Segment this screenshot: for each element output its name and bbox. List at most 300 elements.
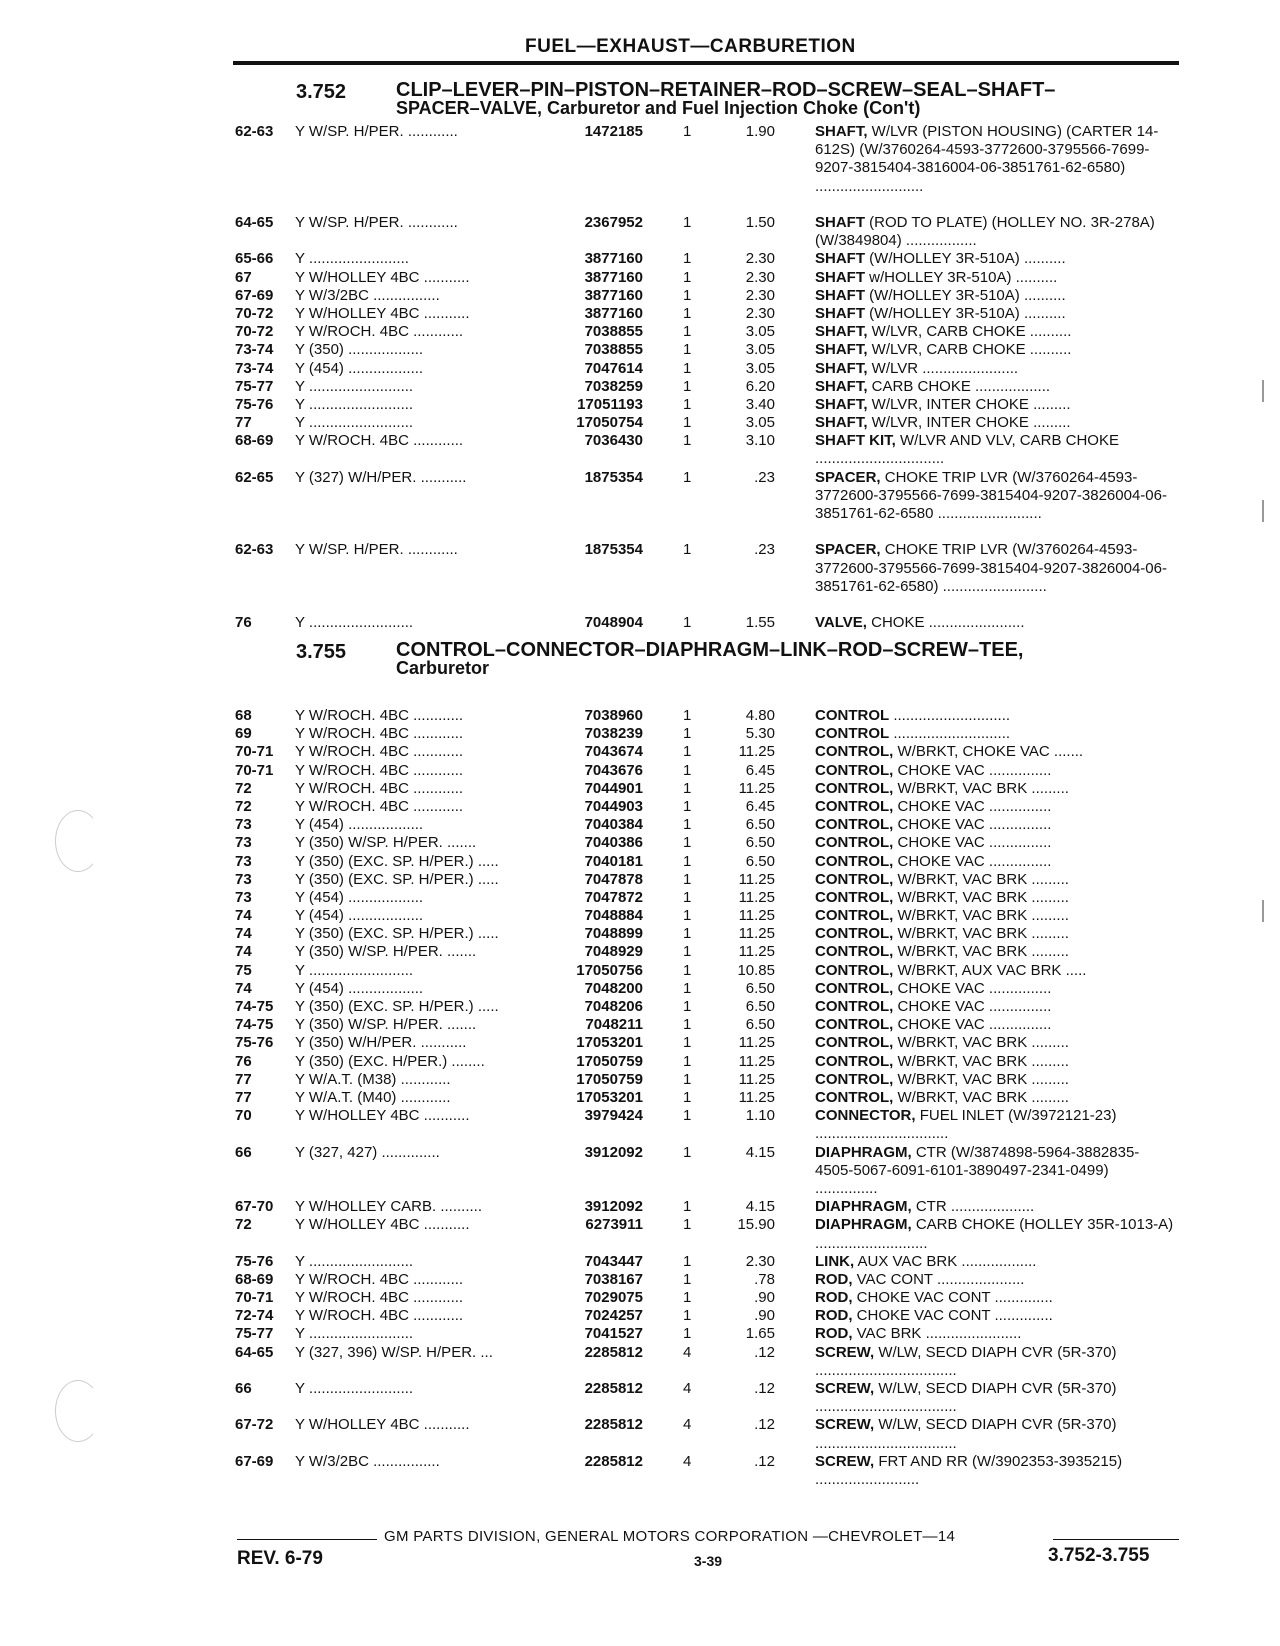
quantity: 1 xyxy=(683,1143,692,1161)
part-name: LINK, xyxy=(815,1252,855,1270)
footer-rule-left xyxy=(237,1539,377,1540)
price: 11.25 xyxy=(738,1052,775,1070)
part-detail: VAC CONT ..................... xyxy=(852,1270,1025,1288)
description xyxy=(815,305,1175,323)
description xyxy=(815,1089,1175,1107)
part-detail: w/HOLLEY 3R-510A) .......... xyxy=(865,268,1058,286)
parts-row xyxy=(235,396,1180,414)
parts-row xyxy=(235,360,1180,378)
footer-rule-right xyxy=(1053,1539,1179,1540)
part-number: 7038855 xyxy=(584,341,643,359)
application: Y (327) W/H/PER. ........... xyxy=(295,468,467,486)
part-number: 7043676 xyxy=(584,761,643,779)
description xyxy=(815,1216,1175,1252)
description xyxy=(815,980,1175,998)
part-name: SHAFT xyxy=(815,304,865,322)
quantity: 1 xyxy=(683,852,692,870)
quantity: 1 xyxy=(683,359,692,377)
part-detail: CHOKE VAC ............... xyxy=(893,979,1052,997)
application: Y W/ROCH. 4BC ............ xyxy=(295,761,464,779)
price: 3.05 xyxy=(745,341,775,359)
part-detail: W/LVR, INTER CHOKE ......... xyxy=(867,414,1071,432)
part-detail: CARB CHOKE (HOLLEY 35R-1013-A) ........................... xyxy=(815,1216,1174,1252)
quantity: 1 xyxy=(683,943,692,961)
quantity: 1 xyxy=(683,1052,692,1070)
part-detail: W/BRKT, VAC BRK ......... xyxy=(893,1088,1069,1106)
part-number: 7048211 xyxy=(585,1016,643,1034)
quantity: 1 xyxy=(683,1307,692,1325)
part-name: SHAFT KIT, xyxy=(815,432,896,450)
model-years: 69 xyxy=(235,725,252,743)
quantity: 1 xyxy=(683,816,692,834)
model-years: 62-63 xyxy=(235,123,274,140)
part-number: 7040386 xyxy=(584,834,643,852)
description xyxy=(815,1289,1175,1307)
price: .90 xyxy=(754,1307,775,1325)
price: 1.10 xyxy=(745,1107,775,1125)
model-years: 70-71 xyxy=(235,1289,274,1307)
parts-row xyxy=(235,214,1180,250)
parts-row xyxy=(235,269,1180,287)
part-detail: CHOKE VAC CONT .............. xyxy=(852,1289,1053,1307)
application: Y W/3/2BC ................ xyxy=(295,286,440,304)
application: Y W/ROCH. 4BC ............ xyxy=(295,707,464,724)
model-years: 75-77 xyxy=(235,377,274,395)
part-detail: W/BRKT, VAC BRK ......... xyxy=(893,870,1069,888)
part-number: 7038167 xyxy=(584,1270,643,1288)
quantity: 1 xyxy=(683,1289,692,1307)
part-detail: W/BRKT, VAC BRK ......... xyxy=(893,1070,1069,1088)
part-number: 3877160 xyxy=(584,304,643,322)
application: Y W/HOLLEY CARB. .......... xyxy=(295,1198,483,1216)
application: Y ......................... xyxy=(295,1252,414,1270)
quantity: 1 xyxy=(683,888,692,906)
parts-row xyxy=(235,541,1180,614)
parts-row xyxy=(235,432,1180,468)
part-name: SHAFT xyxy=(815,250,865,268)
part-number: 7044903 xyxy=(584,797,643,815)
part-number: 7038855 xyxy=(584,323,643,341)
application: Y (454) .................. xyxy=(295,979,424,997)
parts-row xyxy=(235,1198,1180,1216)
part-number: 2285812 xyxy=(584,1343,643,1361)
application: Y W/ROCH. 4BC ............ xyxy=(295,1270,464,1288)
model-years: 66 xyxy=(235,1143,252,1161)
description xyxy=(815,743,1175,761)
part-name: VALVE, xyxy=(815,614,867,632)
description xyxy=(815,1253,1175,1271)
application: Y (350) W/SP. H/PER. ....... xyxy=(295,1016,477,1034)
part-name: CONTROL, xyxy=(815,761,894,779)
parts-row xyxy=(235,962,1180,980)
part-name: SPACER, xyxy=(815,541,881,559)
model-years: 72 xyxy=(235,1216,252,1234)
part-name: CONTROL, xyxy=(815,961,894,979)
quantity: 1 xyxy=(683,468,692,486)
part-number: 1875354 xyxy=(584,468,643,486)
description xyxy=(815,943,1175,961)
part-detail: CHOKE VAC ............... xyxy=(893,1016,1052,1034)
part-number: 7044901 xyxy=(584,779,643,797)
part-name: SHAFT, xyxy=(815,323,868,341)
price: 4.80 xyxy=(745,707,775,724)
quantity: 1 xyxy=(683,961,692,979)
model-years: 67-69 xyxy=(235,1452,274,1470)
parts-row xyxy=(235,1016,1180,1034)
part-detail: W/LVR ....................... xyxy=(867,359,1019,377)
model-years: 73 xyxy=(235,888,252,906)
margin-mark xyxy=(1262,380,1264,402)
parts-row xyxy=(235,853,1180,871)
part-name: ROD, xyxy=(815,1289,853,1307)
part-detail: VAC BRK ....................... xyxy=(852,1325,1022,1343)
description xyxy=(815,287,1175,305)
price: 1.65 xyxy=(745,1325,775,1343)
application: Y W/SP. H/PER. ............ xyxy=(295,541,458,559)
part-detail: FRT AND RR (W/3902353-3935215) ......................... xyxy=(815,1452,1123,1488)
section-title-line-1: CLIP–LEVER–PIN–PISTON–RETAINER–ROD–SCREW–SEAL–SHAFT– xyxy=(396,79,1056,101)
part-number: 7029075 xyxy=(584,1289,643,1307)
parts-row xyxy=(235,250,1180,268)
application: Y W/ROCH. 4BC ............ xyxy=(295,432,464,450)
model-years: 75-76 xyxy=(235,1034,274,1052)
parts-row xyxy=(235,414,1180,432)
description xyxy=(815,469,1175,524)
application: Y ......................... xyxy=(295,395,414,413)
model-years: 73 xyxy=(235,834,252,852)
part-name: SHAFT, xyxy=(815,359,868,377)
part-name: CONTROL, xyxy=(815,1088,894,1106)
price: 5.30 xyxy=(745,725,775,743)
quantity: 1 xyxy=(683,250,692,268)
hole-punch-mark xyxy=(55,810,101,872)
quantity: 1 xyxy=(683,286,692,304)
quantity: 4 xyxy=(683,1452,692,1470)
part-detail: CHOKE VAC ............... xyxy=(893,797,1052,815)
parts-row xyxy=(235,341,1180,359)
part-detail: W/LVR, CARB CHOKE .......... xyxy=(867,323,1072,341)
model-years: 72 xyxy=(235,797,252,815)
application: Y (454) .................. xyxy=(295,888,424,906)
part-name: CONTROL, xyxy=(815,816,894,834)
parts-row xyxy=(235,725,1180,743)
description xyxy=(815,1034,1175,1052)
part-detail: (W/HOLLEY 3R-510A) .......... xyxy=(865,304,1066,322)
quantity: 1 xyxy=(683,214,692,231)
parts-row xyxy=(235,1107,1180,1143)
parts-row xyxy=(235,762,1180,780)
model-years: 75-76 xyxy=(235,395,274,413)
description xyxy=(815,123,1175,196)
description xyxy=(815,853,1175,871)
description xyxy=(815,614,1175,632)
quantity: 1 xyxy=(683,341,692,359)
application: Y W/3/2BC ................ xyxy=(295,1452,440,1470)
part-name: SCREW, xyxy=(815,1343,875,1361)
part-name: ROD, xyxy=(815,1307,853,1325)
part-detail: ............................ xyxy=(889,725,1011,743)
part-number: 7038960 xyxy=(584,707,643,724)
application: Y ......................... xyxy=(295,1380,414,1398)
quantity: 1 xyxy=(683,870,692,888)
part-number: 17050756 xyxy=(576,961,643,979)
parts-row xyxy=(235,1416,1180,1452)
application: Y W/SP. H/PER. ............ xyxy=(295,123,458,140)
model-years: 72-74 xyxy=(235,1307,274,1325)
part-number: 7048929 xyxy=(584,943,643,961)
price: .23 xyxy=(754,468,775,486)
quantity: 4 xyxy=(683,1343,692,1361)
model-years: 76 xyxy=(235,614,252,632)
parts-row xyxy=(235,305,1180,323)
model-years: 67-70 xyxy=(235,1198,274,1216)
header-rule xyxy=(233,61,1179,65)
part-name: ROD, xyxy=(815,1270,853,1288)
quantity: 1 xyxy=(683,1107,692,1125)
part-number: 7048206 xyxy=(584,998,643,1015)
part-name: SCREW, xyxy=(815,1380,875,1398)
section-number: 3.752 xyxy=(296,81,347,103)
quantity: 1 xyxy=(683,432,692,450)
part-detail: CHOKE VAC ............... xyxy=(893,834,1052,852)
part-number: 2285812 xyxy=(584,1416,643,1434)
parts-row xyxy=(235,925,1180,943)
parts-row xyxy=(235,1271,1180,1289)
part-number: 17050759 xyxy=(576,1052,643,1070)
parts-row xyxy=(235,707,1180,725)
description xyxy=(815,1380,1175,1416)
description xyxy=(815,432,1175,468)
parts-row xyxy=(235,1253,1180,1271)
price: 6.50 xyxy=(745,998,775,1015)
quantity: 1 xyxy=(683,761,692,779)
part-name: CONTROL, xyxy=(815,797,894,815)
description xyxy=(815,1271,1175,1289)
part-number: 7040384 xyxy=(584,816,643,834)
price: 2.30 xyxy=(745,250,775,268)
price: 4.15 xyxy=(745,1198,775,1216)
part-number: 3912092 xyxy=(584,1198,643,1216)
model-years: 74 xyxy=(235,979,252,997)
part-detail: W/BRKT, VAC BRK ......... xyxy=(893,1052,1069,1070)
price: 1.55 xyxy=(745,614,775,632)
part-name: CONTROL, xyxy=(815,743,894,761)
quantity: 1 xyxy=(683,743,692,761)
part-name: CONTROL, xyxy=(815,907,894,925)
part-name: ROD, xyxy=(815,1325,853,1343)
part-detail: CHOKE VAC CONT .............. xyxy=(852,1307,1053,1325)
application: Y W/ROCH. 4BC ............ xyxy=(295,797,464,815)
application: Y (454) .................. xyxy=(295,907,424,925)
application: Y ......................... xyxy=(295,377,414,395)
part-number: 17051193 xyxy=(577,395,643,413)
application: Y (454) .................. xyxy=(295,816,424,834)
part-detail: CHOKE VAC ............... xyxy=(893,761,1052,779)
part-detail: W/LVR, CARB CHOKE .......... xyxy=(867,341,1072,359)
quantity: 1 xyxy=(683,268,692,286)
part-name: CONTROL, xyxy=(815,979,894,997)
parts-row xyxy=(235,1325,1180,1343)
application: Y (350) W/SP. H/PER. ....... xyxy=(295,834,477,852)
part-name: DIAPHRAGM, xyxy=(815,1143,912,1161)
quantity: 1 xyxy=(683,779,692,797)
section-number: 3.755 xyxy=(296,641,347,663)
part-detail: W/BRKT, VAC BRK ......... xyxy=(893,779,1069,797)
application: Y (350) (EXC. SP. H/PER.) ..... xyxy=(295,998,499,1015)
parts-row xyxy=(235,1380,1180,1416)
application: Y W/A.T. (M38) ............ xyxy=(295,1070,451,1088)
quantity: 1 xyxy=(683,323,692,341)
part-detail: W/BRKT, AUX VAC BRK ..... xyxy=(893,961,1087,979)
part-detail: CHOKE VAC ............... xyxy=(893,816,1052,834)
model-years: 68-69 xyxy=(235,432,274,450)
model-years: 77 xyxy=(235,1070,252,1088)
part-detail: W/LVR, INTER CHOKE ......... xyxy=(867,395,1071,413)
price: 11.25 xyxy=(738,1034,775,1052)
price: 10.85 xyxy=(737,961,775,979)
part-detail: W/LVR AND VLV, CARB CHOKE ............................... xyxy=(815,432,1119,468)
model-years: 75-76 xyxy=(235,1252,274,1270)
description xyxy=(815,414,1175,432)
price: 11.25 xyxy=(738,907,775,925)
price: .23 xyxy=(754,541,775,559)
model-years: 67-69 xyxy=(235,286,274,304)
model-years: 66 xyxy=(235,1380,252,1398)
description xyxy=(815,1307,1175,1325)
description xyxy=(815,1453,1175,1489)
part-name: CONTROL, xyxy=(815,1034,894,1052)
price: 6.45 xyxy=(745,797,775,815)
part-detail: W/BRKT, VAC BRK ......... xyxy=(893,925,1069,943)
model-years: 74 xyxy=(235,943,252,961)
parts-row xyxy=(235,1071,1180,1089)
parts-row xyxy=(235,889,1180,907)
quantity: 1 xyxy=(683,395,692,413)
part-number: 1875354 xyxy=(584,541,643,559)
part-number: 6273911 xyxy=(585,1216,643,1234)
price: 1.50 xyxy=(745,214,775,231)
model-years: 74-75 xyxy=(235,1016,274,1034)
description xyxy=(815,1016,1175,1034)
model-years: 75-77 xyxy=(235,1325,274,1343)
application: Y (350) .................. xyxy=(295,341,424,359)
part-name: SHAFT xyxy=(815,268,865,286)
part-name: CONTROL, xyxy=(815,852,894,870)
quantity: 1 xyxy=(683,304,692,322)
price: 2.30 xyxy=(745,304,775,322)
price: 6.50 xyxy=(745,979,775,997)
part-detail: (W/HOLLEY 3R-510A) .......... xyxy=(865,250,1066,268)
model-years: 64-65 xyxy=(235,214,274,231)
application: Y (350) (EXC. SP. H/PER.) ..... xyxy=(295,870,499,888)
quantity: 1 xyxy=(683,541,692,559)
application: Y W/ROCH. 4BC ............ xyxy=(295,1307,464,1325)
parts-row xyxy=(235,1344,1180,1380)
quantity: 1 xyxy=(683,1016,692,1034)
part-number: 1472185 xyxy=(584,123,643,140)
section-range: 3.752-3.755 xyxy=(1048,1545,1150,1566)
part-name: CONTROL, xyxy=(815,1070,894,1088)
application: Y (454) .................. xyxy=(295,359,424,377)
price: 2.30 xyxy=(745,1252,775,1270)
model-years: 76 xyxy=(235,1052,252,1070)
description xyxy=(815,798,1175,816)
part-name: SCREW, xyxy=(815,1452,875,1470)
part-number: 7043674 xyxy=(584,743,643,761)
part-number: 17050759 xyxy=(576,1070,643,1088)
parts-row xyxy=(235,378,1180,396)
price: 6.20 xyxy=(745,377,775,395)
price: 11.25 xyxy=(738,925,775,943)
footer-publisher: GM PARTS DIVISION, GENERAL MOTORS CORPORATION —CHEVROLET—14 xyxy=(384,1528,956,1545)
section-title-line-2: Carburetor xyxy=(396,658,490,678)
model-years: 67 xyxy=(235,268,252,286)
part-number: 7047878 xyxy=(584,870,643,888)
quantity: 1 xyxy=(683,797,692,815)
part-number: 3912092 xyxy=(584,1143,643,1161)
description xyxy=(815,834,1175,852)
section-3-752-rows xyxy=(235,123,1180,632)
model-years: 64-65 xyxy=(235,1343,274,1361)
part-name: CONTROL, xyxy=(815,834,894,852)
parts-row xyxy=(235,323,1180,341)
model-years: 70-72 xyxy=(235,304,274,322)
part-detail: CTR (W/3874898-5964-3882835-4505-5067-6091-6101-3890497-2341-0499) ............... xyxy=(815,1143,1140,1197)
description xyxy=(815,269,1175,287)
parts-row xyxy=(235,1089,1180,1107)
parts-row xyxy=(235,907,1180,925)
part-number: 2285812 xyxy=(584,1452,643,1470)
application: Y W/HOLLEY 4BC ........... xyxy=(295,1416,470,1434)
description xyxy=(815,962,1175,980)
application: Y (350) (EXC. H/PER.) ........ xyxy=(295,1052,485,1070)
part-name: SHAFT xyxy=(815,286,865,304)
part-name: SHAFT, xyxy=(815,414,868,432)
price: 3.10 xyxy=(745,432,775,450)
part-name: CONTROL, xyxy=(815,1016,894,1034)
application: Y W/SP. H/PER. ............ xyxy=(295,214,458,231)
description xyxy=(815,1198,1175,1216)
model-years: 77 xyxy=(235,1088,252,1106)
part-name: SCREW, xyxy=(815,1416,875,1434)
model-years: 65-66 xyxy=(235,250,274,268)
price: 2.30 xyxy=(745,286,775,304)
part-detail: FUEL INLET (W/3972121-23) ................................ xyxy=(815,1107,1117,1143)
hole-punch-mark xyxy=(55,1380,101,1442)
part-number: 7038259 xyxy=(584,377,643,395)
description xyxy=(815,378,1175,396)
application: Y W/HOLLEY 4BC ........... xyxy=(295,304,470,322)
quantity: 1 xyxy=(683,1216,692,1234)
quantity: 1 xyxy=(683,1252,692,1270)
quantity: 1 xyxy=(683,414,692,432)
part-name: SPACER, xyxy=(815,468,881,486)
price: .12 xyxy=(754,1343,775,1361)
description xyxy=(815,250,1175,268)
application: Y ......................... xyxy=(295,1325,414,1343)
part-name: SHAFT, xyxy=(815,395,868,413)
application: Y ......................... xyxy=(295,414,414,432)
quantity: 1 xyxy=(683,979,692,997)
application: Y W/ROCH. 4BC ............ xyxy=(295,323,464,341)
section-3-755-rows xyxy=(235,707,1180,1489)
part-name: CONTROL, xyxy=(815,1052,894,1070)
parts-row xyxy=(235,123,1180,214)
part-name: CONTROL, xyxy=(815,888,894,906)
part-detail: W/BRKT, VAC BRK ......... xyxy=(893,888,1069,906)
description xyxy=(815,816,1175,834)
part-name: SHAFT, xyxy=(815,123,868,140)
